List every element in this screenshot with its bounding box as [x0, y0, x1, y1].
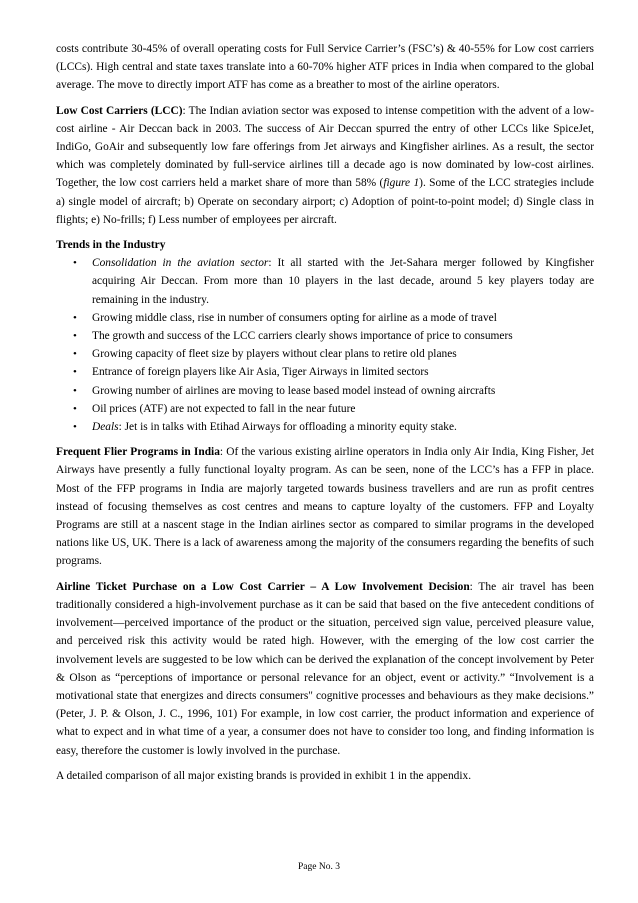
list-item [73, 400, 594, 418]
bullet-icon: • [73, 348, 77, 361]
trend-text: : It all started with the Jet-Sahara merger followed by Kingfisher acquiring Air Deccan. From more than 10 players in the last decade, around 5 key players today are remaining in the industry. [92, 257, 595, 306]
list-item [73, 254, 595, 309]
list-item [73, 345, 594, 363]
bullet-icon: • [73, 402, 77, 415]
bullet-icon: • [73, 421, 77, 434]
trend-text: Oil prices (ATF) are not expected to fall in the near future [92, 402, 356, 415]
paragraph-atf-costs: costs contribute 30-45% of overall operating costs for Full Service Carrier’s (FSC’s) & 40-55% for Low cost carriers (LCCs). High central and state taxes translate into a 60-70% higher ATF prices in India when compared to the global average. The move to directly import ATF has come as a breather to most of the airline operators. [56, 43, 594, 92]
trend-lead: Consolidation in the aviation sector [92, 257, 269, 270]
heading-ffp: Frequent Flier Programs in India [56, 446, 220, 459]
trend-text: Growing middle class, rise in number of consumers opting for airline as a mode of travel [92, 311, 497, 324]
paragraph-ticket-purchase [56, 578, 594, 760]
heading-ticket-purchase: Airline Ticket Purchase on a Low Cost Carrier – A Low Involvement Decision [56, 580, 470, 593]
trend-text: Growing capacity of fleet size by players without clear plans to retire old planes [92, 348, 457, 361]
bullet-icon: • [73, 384, 77, 397]
list-item [73, 327, 594, 345]
trends-list [56, 254, 594, 436]
ticket-text: : The air travel has been traditionally considered a high-involvement purchase as it can be said that based on the five antecedent conditions of involvement—perceived importance of the product or the situation, perceived sign value, perceived pleasure value, and perceived risk this activity would be rated high. However, with the emerging of the low cost carrier the involvement levels are suggested to be low which can be derived the explanation of the concept involvement by Peter & Olson as “perceptions of importance or personal relevance for an object, event or activity.” “Involvement is a motivational state that energizes and directs consumers" cognitive processes and behaviours as they make decisions.” (Peter, J. P. & Olson, J. C., 1996, 101) For example, in low cost carrier, the product information and experience of what to expect and in what time of a year, a consumer does not have to consider too long, and finding information is easy, therefore the customer is lowly involved in the purchase. [56, 580, 594, 757]
bullet-icon: • [73, 330, 77, 343]
page-number: Page No. 3 [298, 862, 340, 872]
heading-lcc: Low Cost Carriers (LCC) [56, 104, 183, 117]
paragraph-lcc [56, 102, 594, 229]
figure-reference: figure 1 [383, 177, 420, 190]
list-item [73, 418, 594, 436]
trend-text: The growth and success of the LCC carriers clearly shows importance of price to consumers [92, 330, 513, 343]
bullet-icon: • [73, 257, 77, 270]
lcc-text-a: : The Indian aviation sector was exposed to intense competition with the advent of a low-cost airline - Air Deccan back in 2003. The success of Air Deccan spurred the entry of other LCCs like SpiceJet, IndiGo, GoAir and subsequently low fare offerings from Jet airways and Kingfisher airlines. As a result, the sector which was completely dominated by full-service airlines till a decade ago is now dominated by low-cost airlines. Together, the low cost carriers held a market share of more than 58% ( [56, 104, 594, 190]
heading-trends: Trends in the Industry [56, 239, 166, 252]
trend-lead: Deals [92, 421, 119, 434]
trend-text: : Jet is in talks with Etihad Airways for offloading a minority equity stake. [118, 421, 457, 434]
list-item [73, 309, 594, 327]
bullet-icon: • [73, 311, 77, 324]
list-item [73, 363, 594, 381]
paragraph-ffp [56, 443, 594, 570]
trend-text: Entrance of foreign players like Air Asia, Tiger Airways in limited sectors [92, 366, 429, 379]
bullet-icon: • [73, 366, 77, 379]
list-item [73, 382, 594, 400]
ffp-text: : Of the various existing airline operators in India only Air India, King Fisher, Jet Airways have presently a fully functional loyalty program. As can be seen, none of the LCC’s has a FFP in place. Most of the FFP programs in India are majorly targeted towards business travellers and are run as profit centres instead of focusing themselves as cost centres and means to capture loyalty of the customers. FFP and Loyalty Programs are still at a nascent stage in the Indian airlines sector as compared to similar programs in the developed nations like US, UK. There is a lack of awareness among the majority of the consumers regarding the benefits of such programs. [56, 446, 594, 568]
trend-text: Growing number of airlines are moving to lease based model instead of owning aircrafts [92, 384, 496, 397]
page-content [56, 40, 594, 792]
paragraph-closing: A detailed comparison of all major existing brands is provided in exhibit 1 in the appendix. [56, 769, 472, 782]
lcc-text-b: ). Some of the LCC strategies include a) single model of aircraft; b) Operate on secondary airport; c) Adoption of point-to-point model; d) Single class in flights; e) No-frills; f) Less number of employees per aircraft. [56, 177, 594, 226]
